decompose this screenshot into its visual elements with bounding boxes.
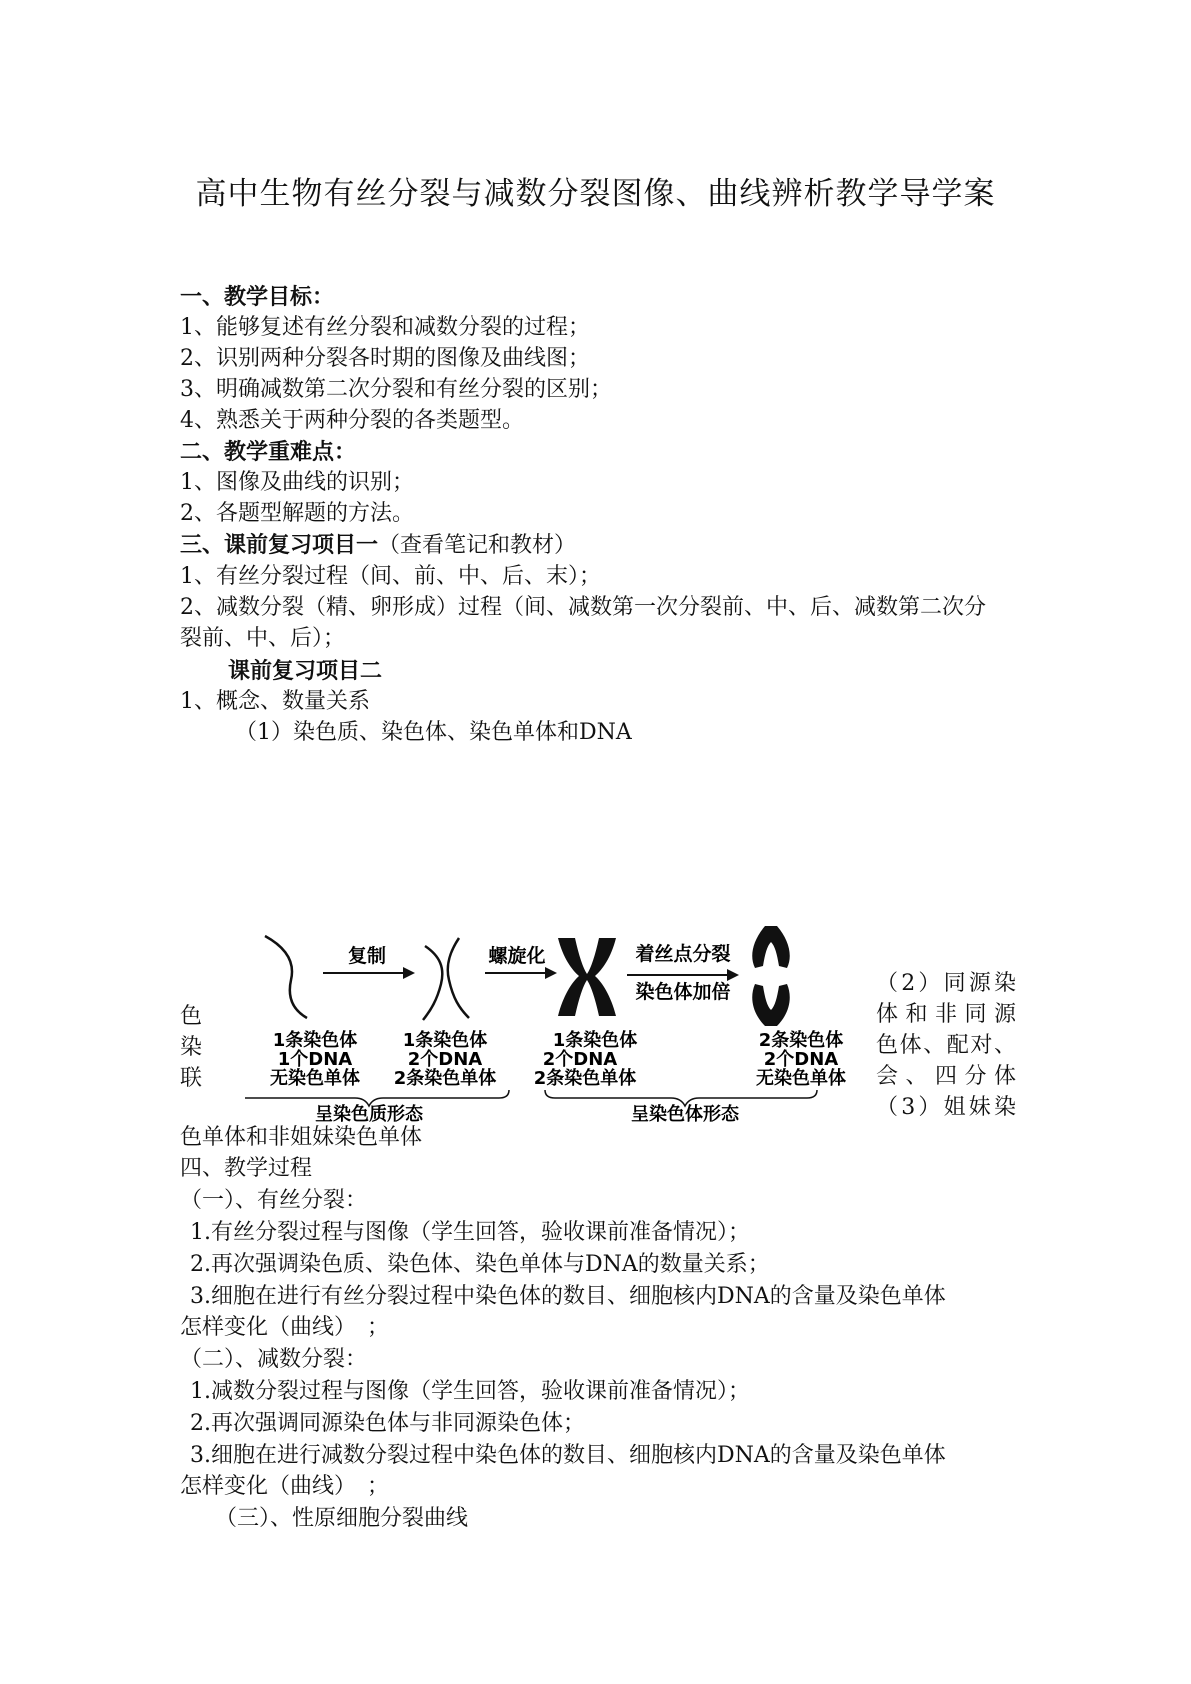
page-title: 高中生物有丝分裂与减数分裂图像、曲线辨析教学导学案 (195, 176, 996, 212)
stage-1-label-1: 1条染色体 (272, 1030, 358, 1051)
side-char: 联 (180, 1066, 203, 1091)
review-1-note: （查看笔记和教材） (378, 533, 577, 558)
arrow-label-replicate: 复制 (347, 945, 387, 967)
side-char: 色 (180, 1004, 203, 1029)
list-item: 3.细胞在进行有丝分裂过程中染色体的数目、细胞核内DNA的含量及染色单体 (190, 1284, 946, 1309)
stage-2-label-1: 1条染色体 (402, 1030, 488, 1051)
brace-left-label: 呈染色质形态 (315, 1104, 423, 1123)
list-item: 2、识别两种分裂各时期的图像及曲线图； (180, 346, 590, 371)
chromatid-strand (448, 938, 469, 1018)
list-item: 2.再次强调同源染色体与非同源染色体； (190, 1411, 585, 1436)
side-note-line: （2）同源染 (876, 971, 1016, 996)
section-heading-review-1 (180, 530, 576, 561)
side-note-line: 色体、配对、 (876, 1033, 1016, 1058)
list-item: 3.细胞在进行减数分裂过程中染色体的数目、细胞核内DNA的含量及染色单体 (190, 1443, 946, 1468)
list-item: 2、各题型解题的方法。 (180, 501, 414, 526)
section-heading-key-points: 二、教学重难点： (180, 439, 357, 465)
side-note-line: 会、四分体 (876, 1064, 1016, 1089)
list-item: 怎样变化（曲线） ； (180, 1315, 390, 1340)
brace-right-label: 呈染色体形态 (631, 1104, 739, 1123)
stage-1-label-2: 1个DNA (277, 1049, 353, 1070)
list-item: 1、图像及曲线的识别； (180, 470, 414, 495)
list-item: 1、有丝分裂过程（间、前、中、后、末）； (180, 564, 601, 589)
stage-4-label-2: 2个DNA (763, 1049, 839, 1070)
arrow-label-condense: 螺旋化 (488, 945, 546, 967)
text-line: 色单体和非姐妹染色单体 (180, 1125, 423, 1150)
chromosome-x (558, 938, 616, 1016)
arrow-head (545, 967, 557, 979)
chromatid-strand (423, 946, 442, 1020)
stage-4-label-3: 无染色单体 (756, 1068, 846, 1089)
stage-3-label-2: 2个DNA (542, 1049, 618, 1070)
chromosome-upper (752, 926, 790, 968)
stage-2-label-2: 2个DNA (407, 1049, 483, 1070)
list-item: 4、熟悉关于两种分裂的各类题型。 (180, 408, 524, 433)
list-item: 2、减数分裂（精、卵形成）过程（间、减数第一次分裂前、中、后、减数第二次分 (180, 595, 986, 620)
section-heading-process: 四、教学过程 (180, 1156, 313, 1181)
stage-1-label-3: 无染色单体 (270, 1068, 360, 1089)
chromatin-strand (265, 936, 307, 1018)
arrow-head (403, 967, 415, 979)
arrow-label-chromosome-double: 染色体加倍 (635, 981, 731, 1003)
subsection-heading-curve: （三）、性原细胞分裂曲线 (215, 1506, 469, 1531)
list-item: 1.减数分裂过程与图像（学生回答，验收课前准备情况）； (190, 1379, 750, 1404)
side-note-line: 体和非同源 (876, 1002, 1016, 1027)
side-note-line: （3）姐妹染 (876, 1095, 1016, 1120)
review-1-title: 三、课前复习项目一 (180, 532, 379, 558)
chromosome-lower (752, 984, 790, 1026)
side-char: 染 (180, 1035, 203, 1060)
section-heading-objectives: 一、教学目标： (180, 284, 335, 310)
arrow-head (727, 969, 739, 981)
list-item: 1、能够复述有丝分裂和减数分裂的过程； (180, 315, 590, 340)
list-item: （1）染色质、染色体、染色单体和DNA (235, 720, 632, 745)
list-item: 怎样变化（曲线） ； (180, 1474, 390, 1499)
stage-4-label-1: 2条染色体 (758, 1030, 844, 1051)
stage-labels (270, 1029, 846, 1089)
subsection-heading-meiosis: （二）、减数分裂： (180, 1347, 368, 1372)
list-item: 裂前、中、后）； (180, 626, 346, 651)
stage-3-label-3: 2条染色单体 (533, 1068, 637, 1089)
chromosome-diagram (245, 918, 870, 1123)
subsection-heading-mitosis: （一）、有丝分裂： (180, 1188, 368, 1213)
list-item: 1.有丝分裂过程与图像（学生回答，验收课前准备情况）； (190, 1220, 750, 1245)
list-item: 1、概念、数量关系 (180, 689, 370, 714)
list-item: 2.再次强调染色质、染色体、染色单体与DNA的数量关系； (190, 1252, 770, 1277)
list-item: 3、明确减数第二次分裂和有丝分裂的区别； (180, 377, 612, 402)
stage-3-label-1: 1条染色体 (552, 1030, 638, 1051)
stage-2-label-3: 2条染色单体 (393, 1068, 497, 1089)
section-heading-review-2: 课前复习项目二 (228, 658, 383, 684)
arrow-label-centromere-split: 着丝点分裂 (635, 943, 731, 965)
side-note (876, 968, 1016, 1123)
